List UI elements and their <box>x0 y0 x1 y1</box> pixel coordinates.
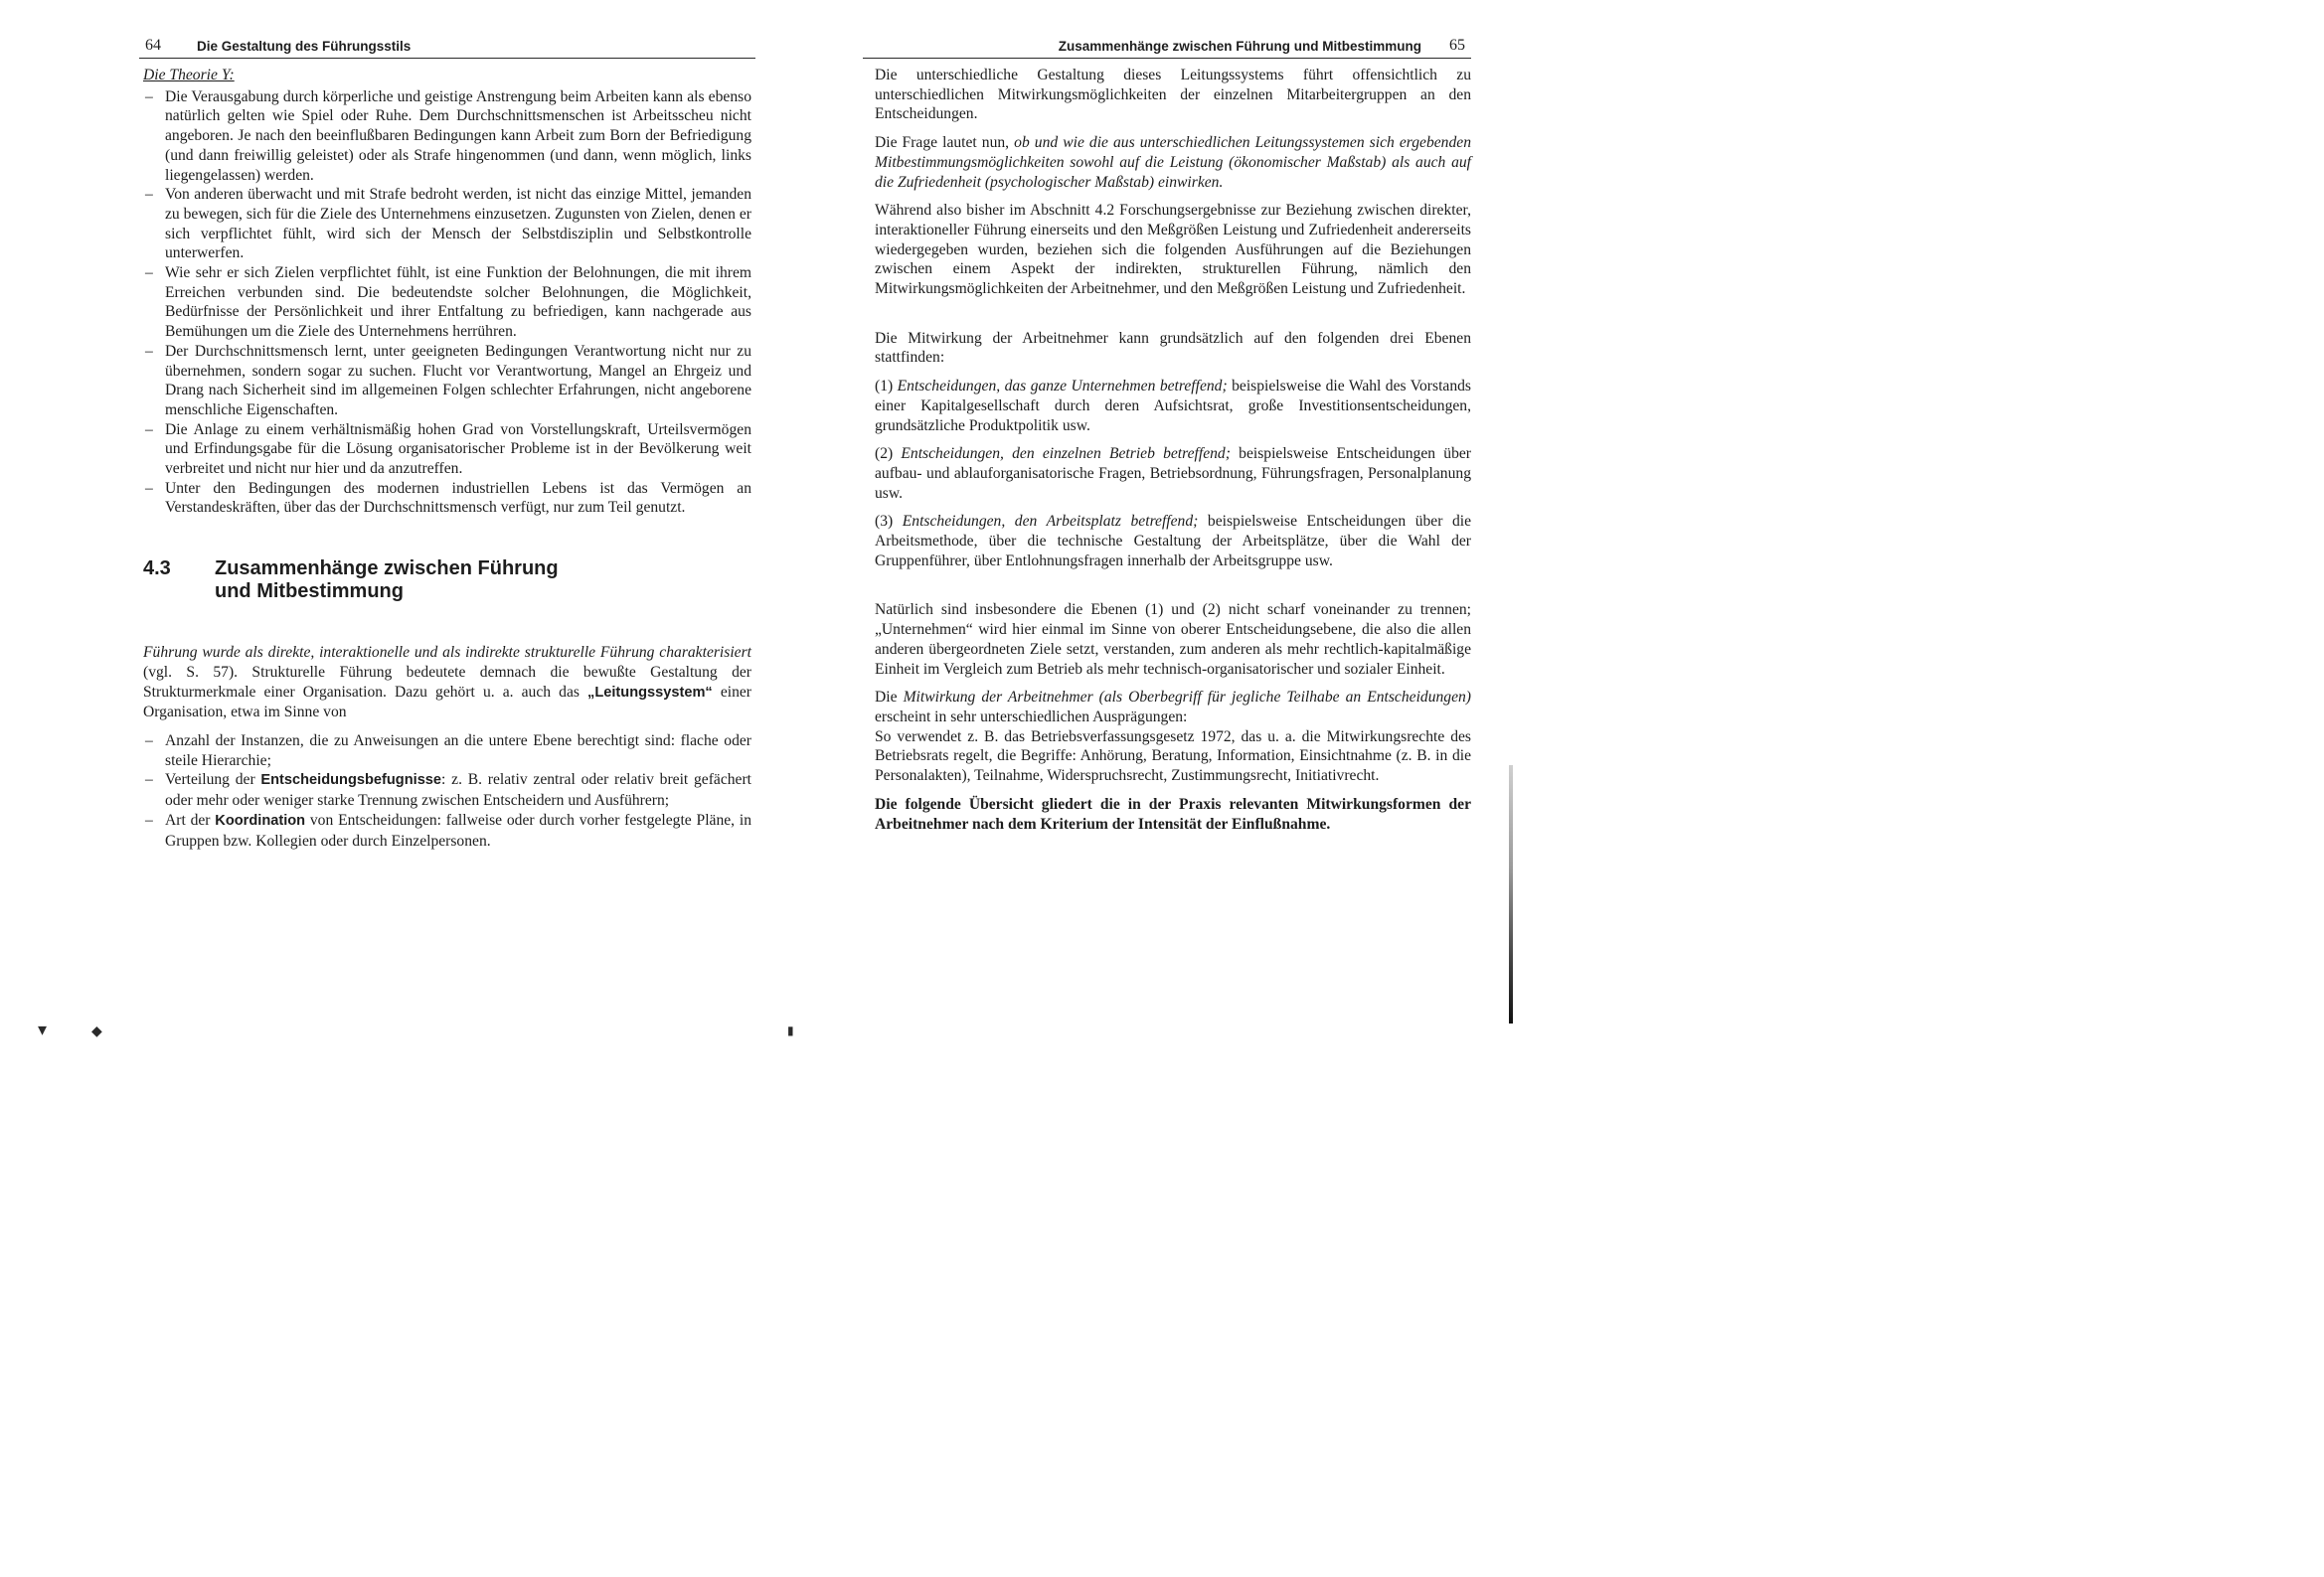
leitungssystem-list <box>143 731 751 851</box>
theory-y-item: – Wie sehr er sich Zielen verpflichtet fühlt, ist eine Funktion der Belohnungen, die mit ihrem Erreichen verbunden sind. Die bedeutendste solcher Belohnungen, die Möglichkeit, Bedürfnisse der Persönlichkeit und ihrer Entfaltung zu befriedigen, kann nachgerade aus Bemühungen um die Ziele des Unternehmens herrühren. <box>143 263 751 342</box>
left-page-body <box>143 66 751 851</box>
theory-y-item: – Die Verausgabung durch körperliche und geistige Anstrengung beim Arbeiten kann als ebenso natürlich gelten wie Spiel oder Ruhe. Dem Durchschnittsmenschen ist Arbeitsscheu nicht angeboren. Je nach den beeinflußbaren Bedingungen kann Arbeit zum Born der Befriedigung (und dann freiwillig geleistet) oder als Strafe hingenommen (und dann, wenn möglich, links liegengelassen) werden. <box>143 87 751 186</box>
scan-smudge-mark: ◆ <box>91 1024 102 1039</box>
scan-smudge-mark: ▾ <box>38 1020 48 1040</box>
left-page <box>139 0 755 1051</box>
right-running-head <box>863 36 1471 59</box>
right-page-number: 65 <box>1449 37 1465 54</box>
section-title-line1: Zusammenhänge zwischen Führung <box>215 557 559 580</box>
level-2-label: (2) <box>875 445 902 463</box>
paragraph: Die unterschiedliche Gestaltung dieses Leitungssystems führt offensichtlich zu unterschiedlichen Mitwirkungsmöglichkeiten der einzelnen Mitarbeitergruppen an den Entscheidungen. <box>875 67 1471 123</box>
level-1-label: (1) <box>875 378 898 395</box>
theory-y-heading: Die Theorie Y: <box>143 67 235 83</box>
right-page <box>863 0 1471 1051</box>
item2-post: : z. B. relativ zentral oder relativ breit gefächert oder mehr oder weniger starke Trennung zwischen Entscheidern und Ausführern; <box>165 771 751 810</box>
paragraph: So verwendet z. B. das Betriebsverfassungsgesetz 1972, das u. a. die Mitwirkungsrechte des Betriebsrats regelt, die Begriffe: Anhörung, Beratung, Information, Einsichtnahme (z. B. in die Personalakten), Teilnahme, Widerspruchsrecht, Zustimmungsrecht, Initiativrecht. <box>875 727 1471 785</box>
leitungssystem-item <box>143 770 751 810</box>
level-1-text: beispielsweise die Wahl des Vorstands einer Kapitalgesellschaft durch deren Aufsichtsrat, große Investitionsentscheidungen, grundsätzliche Produktpolitik usw. <box>875 378 1471 434</box>
para6-italic: Mitwirkung der Arbeitnehmer (als Oberbegriff für jegliche Teilhabe an Entscheidungen) <box>903 689 1471 707</box>
level-1-paragraph <box>875 377 1471 435</box>
section-heading <box>143 557 751 603</box>
right-page-body <box>875 66 1471 834</box>
para2-italic: ob und wie die aus unterschiedlichen Leitungssystemen sich ergebenden Mitbestimmungsmöglichkeiten sowohl auf die Leistung (ökonomischer Maßstab) als auch auf die Zufriedenheit (psychologischer Maßstab) einwirken. <box>875 134 1471 191</box>
paragraph: Natürlich sind insbesondere die Ebenen (1) und (2) nicht scharf voneinander zu trennen; „Unternehmen“ wird hier einmal im Sinne von oberer Entscheidungsebene, die also die allen anderen übergeordneten Ziele setzt, verstanden, zum anderen als mehr rechtlich-kapitalmäßige Einheit im Vergleich zum Betrieb als mehr technisch-organisatorischer und sozialer Einheit. <box>875 601 1471 678</box>
item2-bold-term: Entscheidungsbefugnisse <box>260 772 442 789</box>
paragraph: Während also bisher im Abschnitt 4.2 Forschungsergebnisse zur Beziehung zwischen direkter, interaktioneller Führung einerseits und den Meßgrößen Leistung und Zufriedenheit andererseits wiedergegeben wurden, beziehen sich die folgenden Ausführungen auf die Beziehungen zwischen einem Aspekt der indirekten, strukturellen Führung, nämlich den Mitwirkungsmöglichkeiten der Arbeitnehmer, und den Meßgrößen Leistung und Zufriedenheit. <box>875 202 1471 298</box>
theory-y-list <box>143 87 751 518</box>
para6-pre: Die <box>875 689 904 707</box>
level-2-paragraph <box>875 444 1471 503</box>
level-2-italic: Entscheidungen, den einzelnen Betrieb betreffend; <box>901 445 1231 463</box>
leitungssystem-item: – Anzahl der Instanzen, die zu Anweisungen an die untere Ebene berechtigt sind: flache oder steile Hierarchie; <box>143 731 751 770</box>
theory-y-item: – Unter den Bedingungen des modernen industriellen Lebens ist das Vermögen an Verstandeskräften, über das der Durchschnittsmensch verfügt, nur zum Teil genutzt. <box>143 479 751 518</box>
level-1-italic: Entscheidungen, das ganze Unternehmen betreffend; <box>897 378 1228 395</box>
intro-end: einer Organisation, etwa im Sinne von <box>143 683 751 721</box>
item2-pre: Verteilung der <box>165 771 261 789</box>
section-title-line2: und Mitbestimmung <box>215 580 404 603</box>
level-2-text: beispielsweise Entscheidungen über aufbau- und ablauforganisatorische Fragen, Betriebsordnung, Führungsfragen, Personalplanung usw. <box>875 445 1471 502</box>
right-running-title: Zusammenhänge zwischen Führung und Mitbestimmung <box>1058 39 1421 54</box>
intro-italic: Führung wurde als direkte, interaktionelle und als indirekte strukturelle Führung charakterisiert <box>143 644 751 662</box>
left-running-head <box>139 36 755 59</box>
leitungssystem-item <box>143 811 751 851</box>
section-title <box>215 557 573 603</box>
paragraph-bold: Die folgende Übersicht gliedert die in der Praxis relevanten Mitwirkungsformen der Arbeitnehmer nach dem Kriterium der Intensität der Einflußnahme. <box>875 795 1471 833</box>
level-3-text: beispielsweise Entscheidungen über die Arbeitsmethode, über die technische Gestaltung der Arbeitsplätze, über die Wahl der Gruppenführer, über Entlohnungsfragen innerhalb der Arbeitsgruppe usw. <box>875 513 1472 569</box>
item3-pre: Art der <box>165 811 216 829</box>
intro-bold-term: „Leitungssystem“ <box>587 684 713 701</box>
scan-smudge-mark: ▮ <box>787 1024 794 1037</box>
theory-y-item: – Von anderen überwacht und mit Strafe bedroht werden, ist nicht das einzige Mittel, jemanden zu bewegen, sich für die Ziele des Unternehmens einzusetzen. Zugunsten von Zielen, denen er sich verpflichtet fühlt, wird sich der Mensch der Selbstdisziplin und Selbstkontrolle unterwerfen. <box>143 185 751 263</box>
item3-post: von Entscheidungen: fallweise oder durch vorher festgelegte Pläne, in Gruppen bzw. Kollegien oder durch Einzelpersonen. <box>165 811 751 850</box>
intro-mid: (vgl. S. 57). Strukturelle Führung bedeutete demnach die bewußte Gestaltung der Strukturmerkmale einer Organisation. Dazu gehört u. a. auch das <box>143 663 751 701</box>
section-intro-paragraph <box>143 643 751 722</box>
scan-edge-shadow <box>1509 765 1513 1024</box>
item3-bold-term: Koordination <box>215 812 306 829</box>
level-3-italic: Entscheidungen, den Arbeitsplatz betreffend; <box>902 513 1199 531</box>
level-3-label: (3) <box>875 513 903 531</box>
theory-y-item: – Der Durchschnittsmensch lernt, unter geeigneten Bedingungen Verantwortung nicht nur zu übernehmen, sondern sogar zu suchen. Flucht vor Verantwortung, Mangel an Ehrgeiz und Drang nach Sicherheit sind im allgemeinen Folgen schlechter Erfahrungen, nicht angeborene menschliche Eigenschaften. <box>143 342 751 420</box>
para6-post: erscheint in sehr unterschiedlichen Ausprägungen: <box>875 708 1188 725</box>
theory-y-item: – Die Anlage zu einem verhältnismäßig hohen Grad von Vorstellungskraft, Urteilsvermögen und Erfindungsgabe für die Lösung organisatorischer Probleme ist in der Bevölkerung weit verbreitet und nicht nur hier und da anzutreffen. <box>143 420 751 479</box>
level-3-paragraph <box>875 512 1471 570</box>
para2-pre: Die Frage lautet nun, <box>875 134 1015 152</box>
left-running-title: Die Gestaltung des Führungsstils <box>197 39 412 54</box>
section-number: 4.3 <box>143 557 171 580</box>
paragraph <box>875 133 1471 192</box>
left-page-number: 64 <box>145 37 161 54</box>
paragraph: Die Mitwirkung der Arbeitnehmer kann grundsätzlich auf den folgenden drei Ebenen stattfinden: <box>875 329 1471 367</box>
paragraph <box>875 688 1471 726</box>
